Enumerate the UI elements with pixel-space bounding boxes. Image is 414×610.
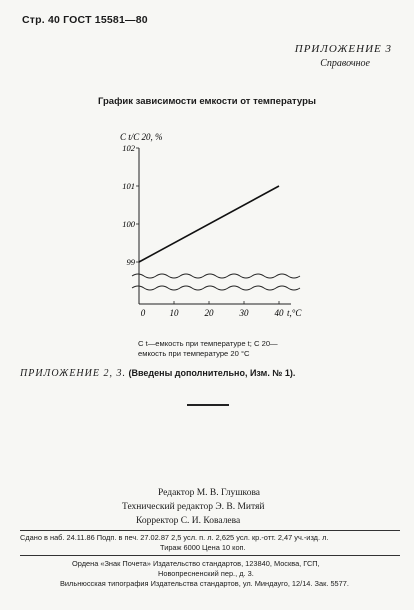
y-axis-label: C t/C 20, % <box>120 132 163 142</box>
x-tick-label: 20 <box>204 308 214 318</box>
editor-line: Редактор М. В. Глушкова <box>158 488 261 498</box>
x-axis-label: t,°C <box>287 308 302 318</box>
imprint-line-2: Тираж 6000 Цена 10 коп. <box>160 543 246 552</box>
amendment-note-text: (Введены дополнительно, Изм. № 1). <box>128 368 296 378</box>
caption-line-2: емкость при температуре 20 °C <box>138 349 250 358</box>
imprint-mid-rule <box>20 555 400 556</box>
amendment-note <box>20 368 295 379</box>
y-tick-label: 101 <box>122 181 135 191</box>
imprint-line-5: Вильнюсская типография Издательства стандартов, ул. Миндауго, 12/14. Зак. 5577. <box>60 579 349 588</box>
axis-break-lower <box>132 286 300 290</box>
figure-title: График зависимости емкости от температуры <box>97 96 316 107</box>
y-tick-label: 100 <box>122 219 135 229</box>
x-tick-label: 10 <box>169 308 179 318</box>
x-tick-label: 0 <box>140 308 146 318</box>
imprint-top-rule <box>20 530 400 531</box>
imprint-line-4: Новопресненский пер., д. 3. <box>158 569 254 578</box>
y-tick-label: 99 <box>126 257 135 267</box>
imprint-line-1: Сдано в наб. 24.11.86 Подп. в печ. 27.02.87 2,5 усл. п. л. 2,625 усл. кр.-отт. 2,47 уч.-изд. л. <box>20 533 329 542</box>
tech-editor-line: Технический редактор Э. В. Митяй <box>122 502 265 512</box>
appendix-title: ПРИЛОЖЕНИЕ 3 <box>294 43 392 55</box>
axis-break-upper <box>132 274 300 278</box>
appendix-subtitle: Справочное <box>320 58 370 69</box>
corrector-line: Корректор С. И. Ковалева <box>136 516 241 526</box>
capacitance-chart <box>112 126 312 321</box>
capacitance-series-line <box>139 186 279 262</box>
caption-line-1: C t—емкость при температуре t; C 20— <box>138 339 278 348</box>
x-tick-label: 30 <box>239 308 249 318</box>
x-tick-label: 40 <box>274 308 284 318</box>
imprint-line-3: Ордена «Знак Почета» Издательство стандартов, 123840, Москва, ГСП, <box>72 559 320 568</box>
page-header: Стр. 40 ГОСТ 15581—80 <box>22 14 148 26</box>
y-tick-label: 102 <box>122 143 135 153</box>
separator-rule <box>187 404 229 406</box>
amendment-note-ref: ПРИЛОЖЕНИЕ 2, 3. <box>20 368 126 379</box>
